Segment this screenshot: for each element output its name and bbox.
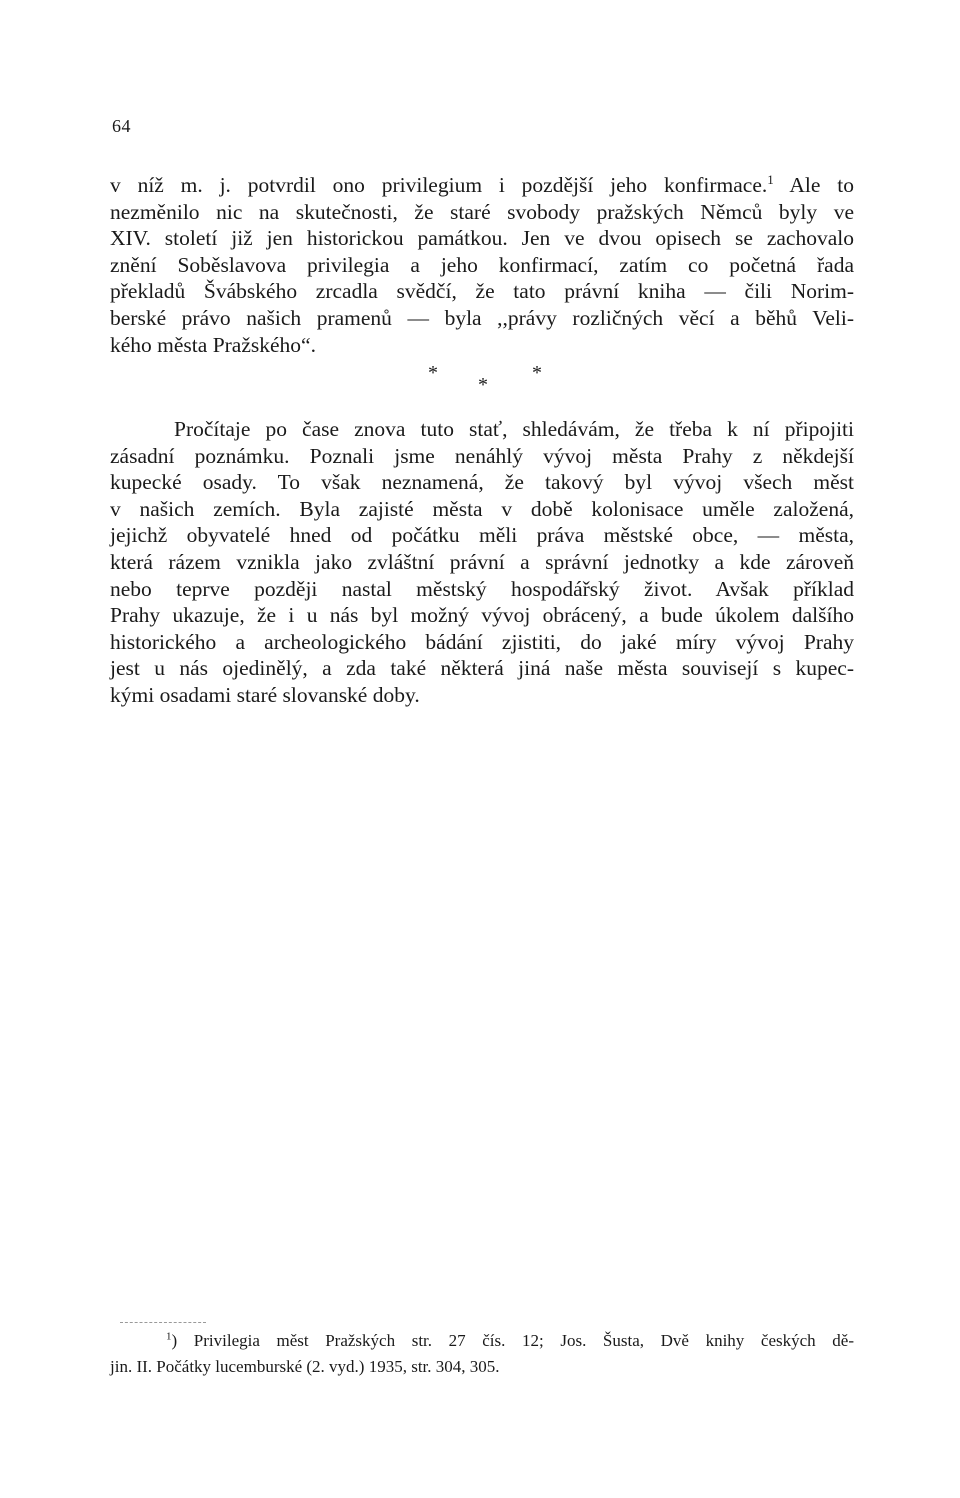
asterisk: * (478, 374, 488, 396)
paragraph-1-line: XIV. století již jen historickou památkou. Jen ve dvou opisech se zachovalo (110, 226, 854, 251)
paragraph-1 (110, 172, 854, 358)
paragraph-1-line: nezměnilo nic na skutečnosti, že staré svobody pražských Němců byly ve (110, 199, 854, 224)
footnote-divider (120, 1322, 206, 1323)
page-number: 64 (112, 116, 131, 136)
paragraph-1-line: kého města Pražského“. (110, 332, 316, 357)
paragraph-2 (110, 416, 854, 709)
text-span: ) Privilegia měst Pražských str. 27 čís. 12; Jos. Šusta, Dvě knihy českých dě- (171, 1331, 854, 1350)
paragraph-2-line: v našich zemích. Byla zajisté města v době kolonisace uměle založená, (110, 496, 854, 521)
paragraph-2-line: která rázem vznikla jako zvláštní právní a správní jednotky a kde zároveň (110, 549, 854, 574)
paragraph-2-line: kými osadami staré slovanské doby. (110, 682, 420, 707)
footnote-line (110, 1328, 854, 1354)
text-span: v níž m. j. potvrdil ono privilegium i pozdější jeho konfirmace. (110, 173, 768, 197)
paragraph-1-line: znění Soběslavova privilegia a jeho konfirmací, zatím co početná řada (110, 252, 854, 277)
paragraph-2-line: jest u nás ojedinělý, a zda také některá jiná naše města souvisejí s kupec- (110, 656, 854, 681)
paragraph-1-line: berské právo našich pramenů — byla ,,právy rozličných věcí a běhů Veli- (110, 305, 854, 330)
paragraph-2-line: historického a archeologického bádání zjistiti, do jaké míry vývoj Prahy (110, 629, 854, 654)
section-separator (420, 362, 550, 396)
text-span: Ale to (773, 173, 854, 197)
paragraph-2-line: Pročítaje po čase znova tuto stať, shledávám, že třeba k ní připojiti (174, 417, 854, 441)
footnote-reference: 1 (767, 171, 774, 187)
paragraph-2-line: nebo teprve později nastal městský hospodářský život. Avšak příklad (110, 576, 854, 601)
asterisk: * (532, 362, 542, 384)
paragraph-2-line: kupecké osady. To však neznamená, že takový byl vývoj všech měst (110, 470, 854, 495)
paragraph-2-line: jejichž obyvatelé hned od počátku měli práva městské obce, — města, (110, 523, 854, 548)
asterisk: * (428, 362, 438, 384)
paragraph-2-line: zásadní poznámku. Poznali jsme nenáhlý vývoj města Prahy z někdejší (110, 443, 854, 468)
paragraph-2-line: Prahy ukazuje, že i u nás byl možný vývoj obrácený, a bude úkolem dalšího (110, 603, 854, 628)
footnote-line: jin. II. Počátky lucemburské (2. vyd.) 1935, str. 304, 305. (110, 1357, 500, 1376)
footnote (110, 1328, 854, 1380)
paragraph-1-line (110, 172, 854, 199)
paragraph-1-line: překladů Švábského zrcadla svědčí, že tato právní kniha — čili Norim- (110, 279, 854, 304)
footnote-mark: 1 (166, 1330, 172, 1343)
